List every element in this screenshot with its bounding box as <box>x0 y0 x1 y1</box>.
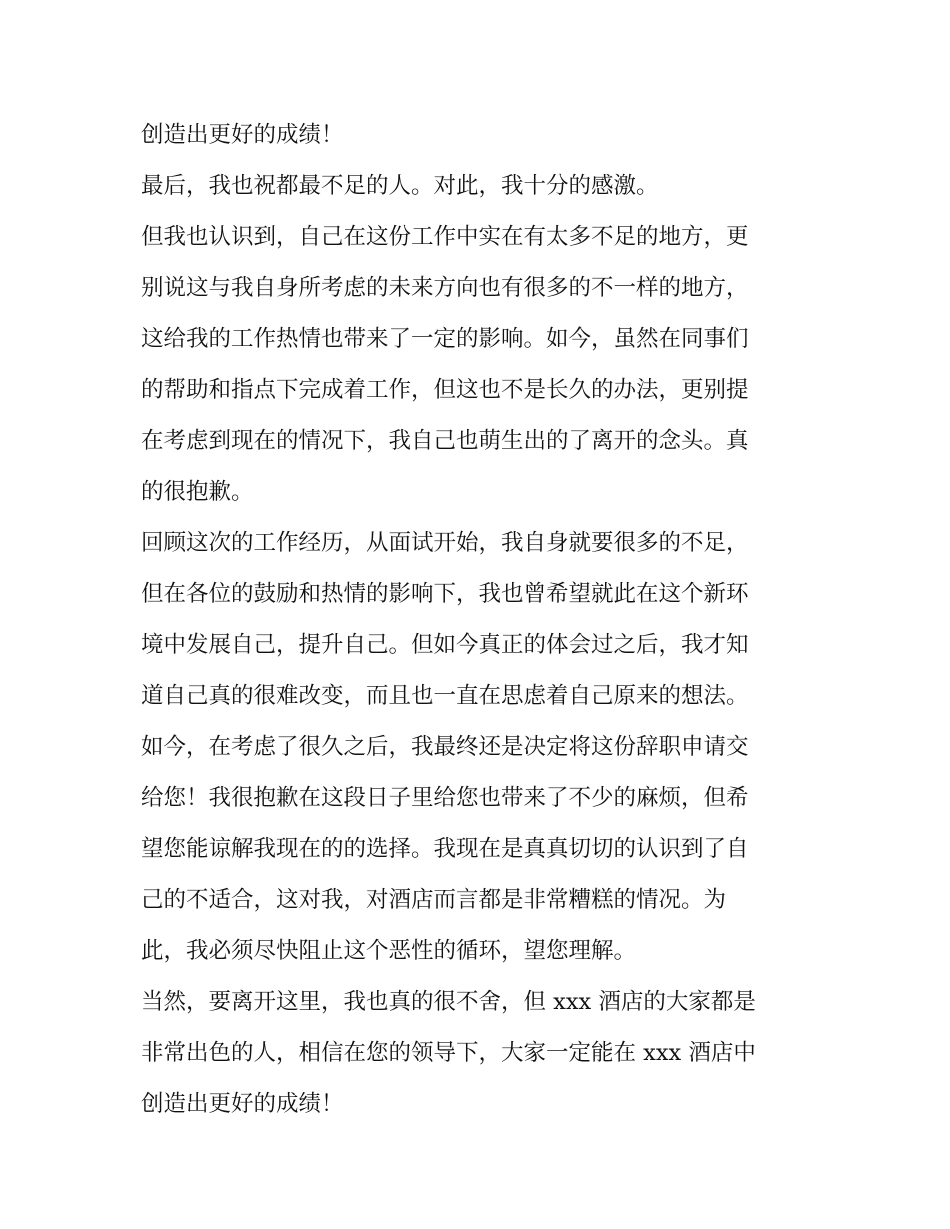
text-line: 己的不适合，这对我，对酒店而言都是非常糟糕的情况。为 <box>141 887 727 913</box>
text-line: 最后，我也祝都最不足的人。对此，我十分的感激。 <box>141 173 659 199</box>
text-line: 望您能谅解我现在的的选择。我现在是真真切切的认识到了自 <box>141 836 749 862</box>
text-line: 非常出色的人，相信在您的领导下，大家一定能在 xxx 酒店中 <box>141 1040 756 1066</box>
text-line: 回顾这次的工作经历，从面试开始，我自身就要很多的不足， <box>141 530 749 556</box>
text-line: 创造出更好的成绩！ <box>141 122 344 148</box>
text-line: 的很抱歉。 <box>141 479 254 505</box>
text-line: 当然，要离开这里，我也真的很不舍，但 xxx 酒店的大家都是 <box>141 989 756 1015</box>
text-line: 别说这与我自身所考虑的未来方向也有很多的不一样的地方， <box>141 275 749 301</box>
text-line: 但我也认识到，自己在这份工作中实在有太多不足的地方，更 <box>141 224 749 250</box>
text-line: 如今，在考虑了很久之后，我最终还是决定将这份辞职申请交 <box>141 734 749 760</box>
text-line: 此，我必须尽快阻止这个恶性的循环，望您理解。 <box>141 938 637 964</box>
text-line: 给您！我很抱歉在这段日子里给您也带来了不少的麻烦，但希 <box>141 785 749 811</box>
text-line: 在考虑到现在的情况下，我自己也萌生出的了离开的念头。真 <box>141 428 749 454</box>
text-line: 境中发展自己，提升自己。但如今真正的体会过之后，我才知 <box>141 632 749 658</box>
document-body <box>141 110 821 1130</box>
text-line: 但在各位的鼓励和热情的影响下，我也曾希望就此在这个新环 <box>141 581 749 607</box>
text-line: 这给我的工作热情也带来了一定的影响。如今，虽然在同事们 <box>141 326 749 352</box>
text-line: 道自己真的很难改变，而且也一直在思虑着自己原来的想法。 <box>141 683 749 709</box>
text-line: 的帮助和指点下完成着工作，但这也不是长久的办法，更别提 <box>141 377 749 403</box>
text-line: 创造出更好的成绩！ <box>141 1091 344 1117</box>
